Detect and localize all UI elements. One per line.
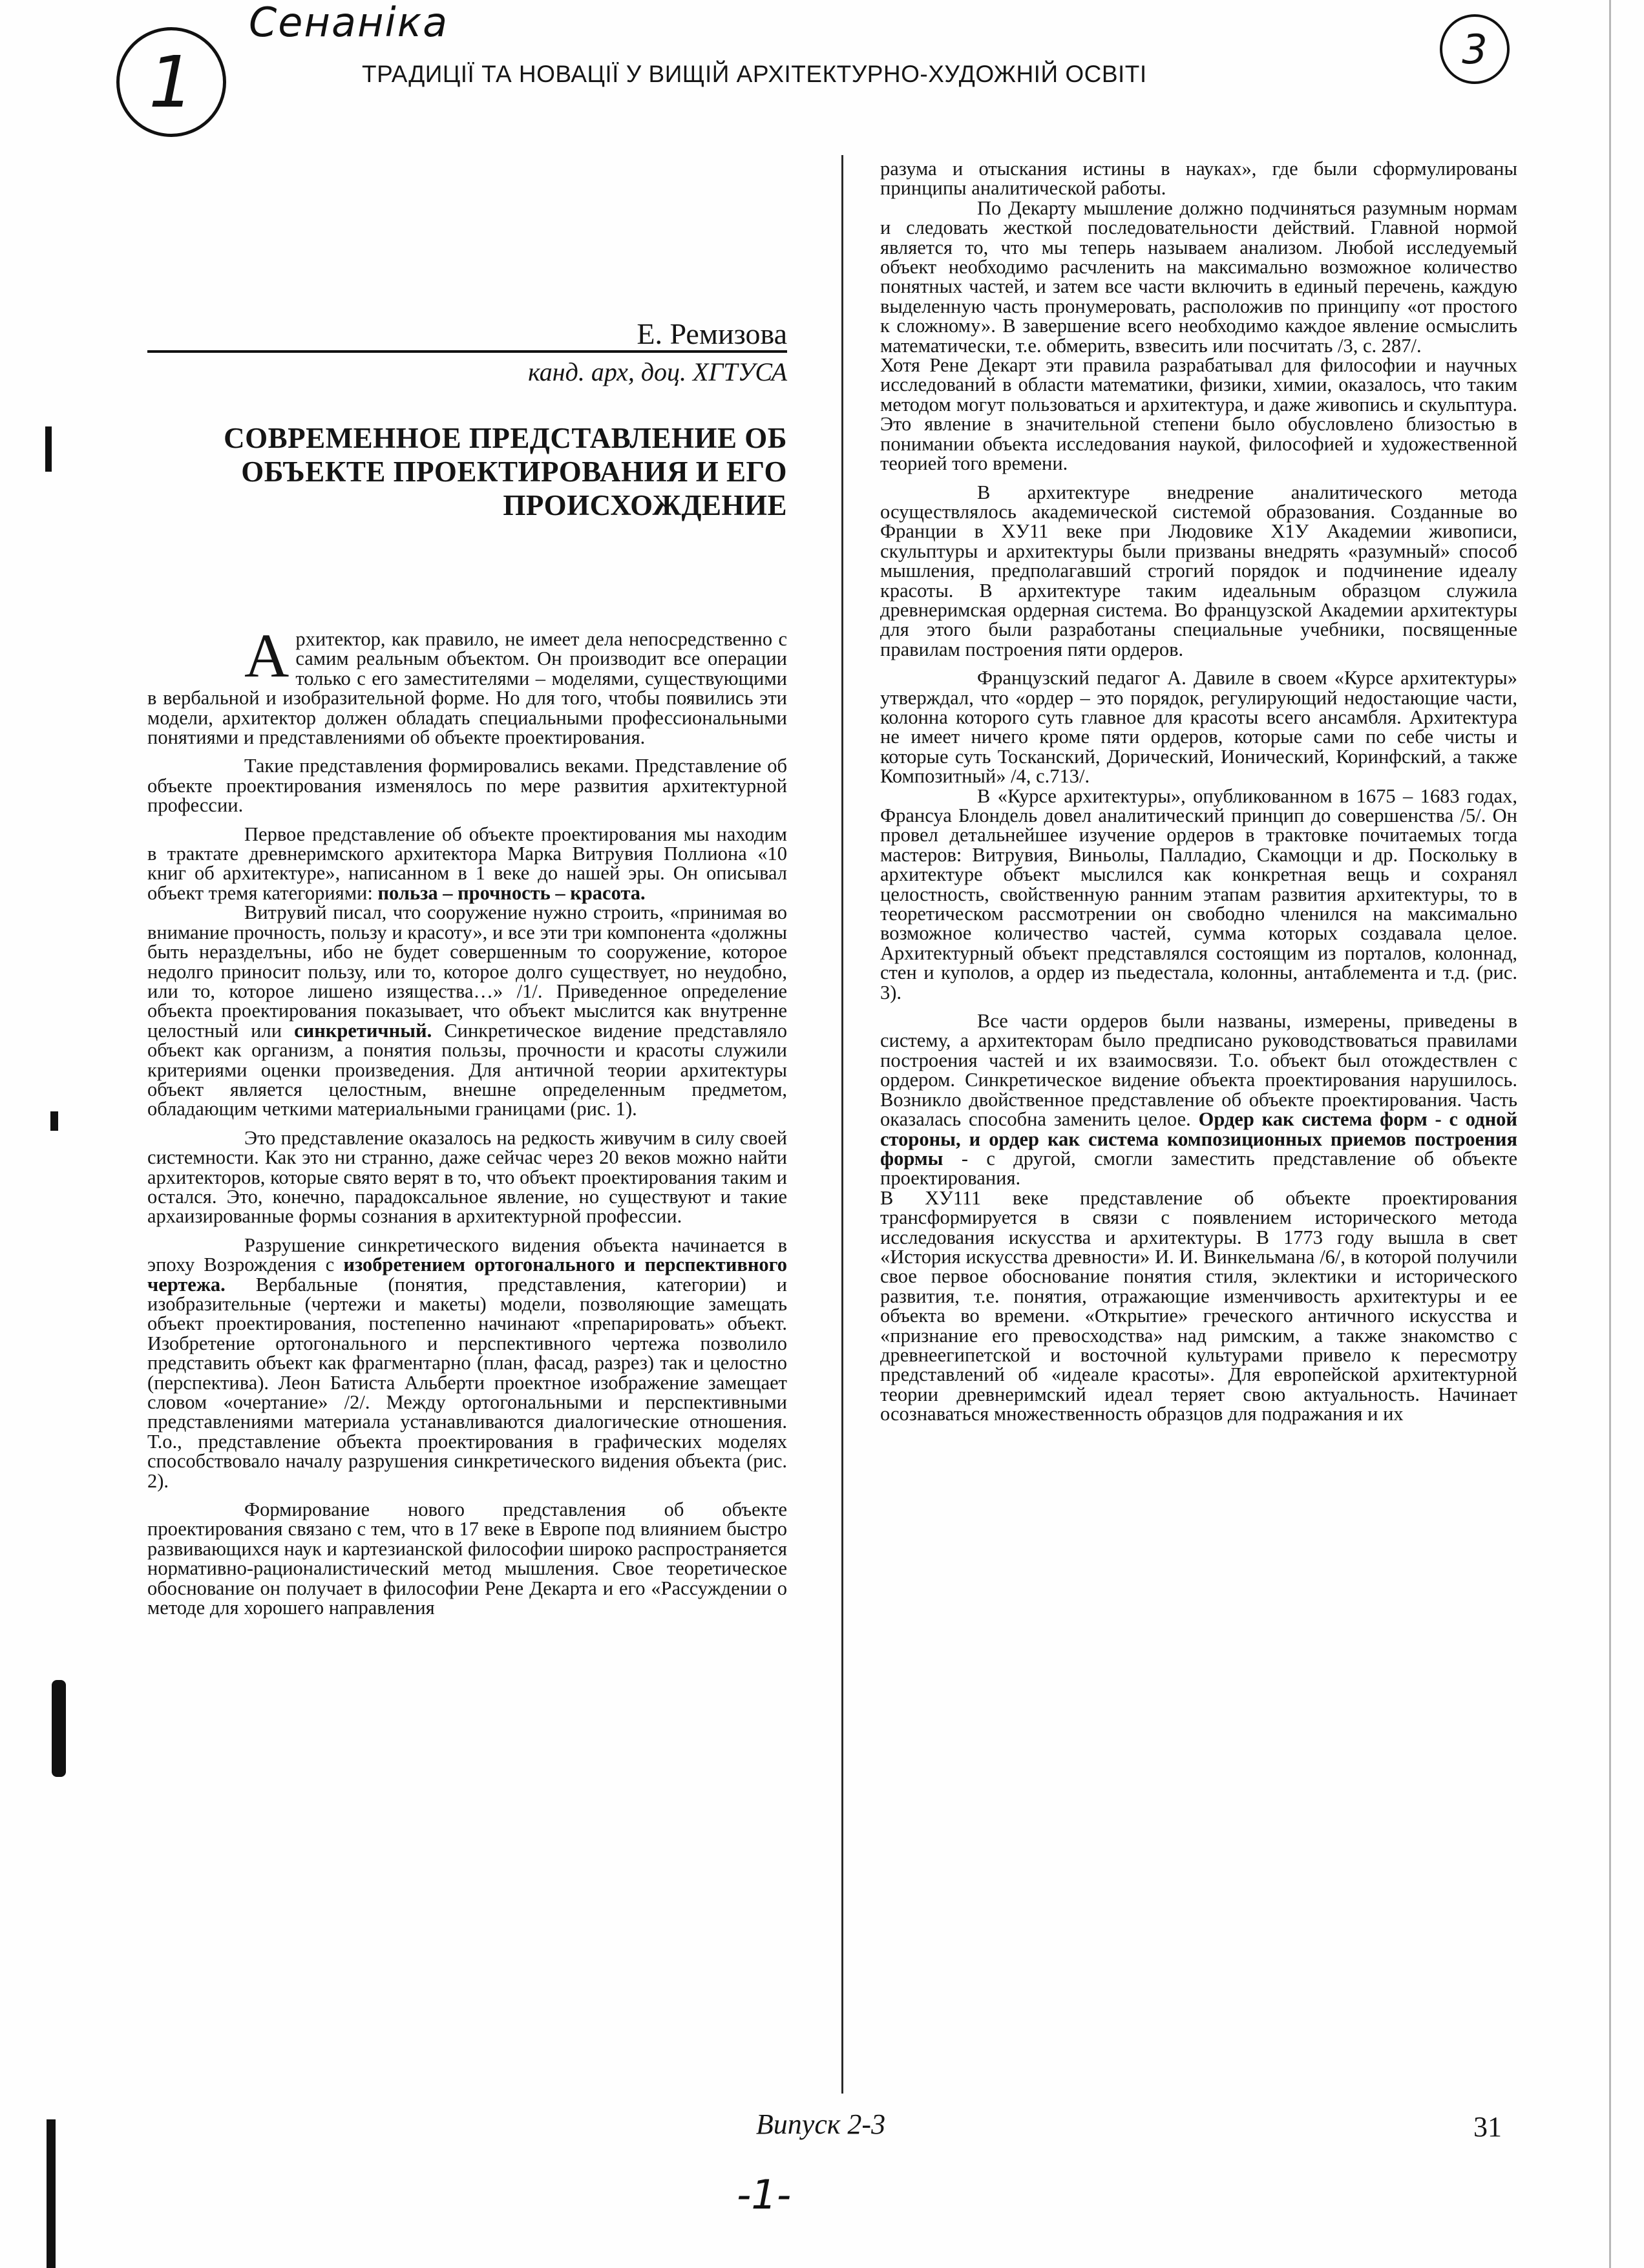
page-number: 31 [1473, 2111, 1502, 2143]
author-affiliation: канд. арх, доц. ХГТУСА [528, 357, 787, 386]
paragraph: Такие представления формировались веками. Представление об объекте проектирования изменялось по мере развития архитектурной профессии. [147, 755, 787, 817]
article-title: СОВРЕМЕННОЕ ПРЕДСТАВЛЕНИЕ ОБ ОБЪЕКТЕ ПРОЕКТИРОВАНИЯ И ЕГО ПРОИСХОЖДЕНИЕ [224, 422, 787, 521]
bold-term: изобретением ортогонального и перспективного чертежа. [147, 1254, 787, 1296]
paragraph-text: Синкретическое видение представляло объект как организм, а понятия пользы, прочности и красоты служили критериями оценки произведения. Для античной теории архитектуры объект является целостным, внешне определенным предметом, обладающим четкими материальными границами (рис. 1). [147, 1019, 787, 1120]
bold-term: Ордер как система форм - с одной стороны, и ордер как система композиционных приемов построения формы [880, 1108, 1517, 1170]
running-head: ТРАДИЦІЇ ТА НОВАЦІЇ У ВИЩІЙ АРХІТЕКТУРНО-ХУДОЖНІЙ ОСВІТІ [362, 61, 1147, 87]
paragraph-text: Первое представление об объекте проектирования мы находим в трактате древнеримского архитектора Марка Витрувия Поллиона «10 книг об архитектуре», написанном в 1 веке до нашей эры. Он описывал объект тремя категориями: [147, 823, 787, 904]
paragraph: разума и отыскания истины в науках», где были сформулированы принципы аналитической работы. [880, 158, 1517, 200]
scan-artifact [47, 2119, 56, 2268]
handwritten-annotation-bottom: -1- [737, 2171, 792, 2218]
paragraph-text: Вербальные (понятия, представления, категории) и изобразительные (чертежи и макеты) модели, позволяющие замещать объект проектирования, постепенно начинают «препарировать» объект. Изобретение ортогонального и перспективного чертежа позволило представить объект как фрагментарно (план, фасад, разрез) так и целостно (перспектива). Леон Батиста Альберти проектное изображение замещает словом «очертание» /2/. Между ортогональными и перспективными представлениями материала устанавливаются диалогические отношения. Т.о., представление объекта проектирования в графических моделях способствовало началу разрушения синкретического видения объекта (рис. 2). [147, 1273, 787, 1492]
paragraph: Формирование нового представления об объекте проектирования связано с тем, что в 17 веке в Европе под влиянием быстро развивающихся наук и картезианской философии широко распространяется нормативно-рационалистический метод мышления. Свое теоретическое обоснование он получает в философии Рене Декарта и его «Рассуждении о методе для хорошего направления [147, 1498, 787, 1619]
scan-artifact [45, 426, 52, 472]
circled-page-number-left: 1 [116, 27, 226, 137]
handwritten-annotation-top: Сенаніка [249, 0, 449, 46]
column-divider [841, 155, 843, 2094]
paragraph-text: Все части ордеров были названы, измерены, приведены в систему, а архитекторам было предписано руководствоваться правилами построения частей и их взаимосвязи. Т.о. объект был отождествлен с ордером. Синкретическое видение объекта проектирования нарушилось. Возникло двойственное представление об объекте проектирования. Часть оказалась способна заменить целое. [880, 1010, 1517, 1131]
scan-artifact [52, 1680, 66, 1777]
paragraph: Это представление оказалось на редкость живучим в силу своей системности. Как это ни странно, даже сейчас через 20 веков можно найти архитекторов, которые свято верят в то, что объект проектирования таким и остался. Это, конечно, парадоксальное явление, но существуют и такие архаизированные формы сознания в архитектурной профессии. [147, 1126, 787, 1228]
right-column [880, 159, 1517, 1424]
paragraph [880, 1011, 1517, 1188]
page-edge [1609, 0, 1611, 2268]
bold-term: польза – прочность – красота. [377, 881, 646, 904]
paragraph [147, 824, 787, 903]
circled-page-number-right: 3 [1440, 14, 1510, 84]
paragraph-text: - с другой, смогли заместить представление об объекте проектирования. [880, 1147, 1517, 1190]
bold-term: синкретичный. [294, 1019, 432, 1042]
paragraph: Французский педагог А. Давиле в своем «Курсе архитектуры» утверждал, что «ордер – это порядок, регулирующий недостающие части, колонна которого суть главное для красоты всего ансамбля. Архитектура не имеет ничего кроме пяти ордеров, которые сами по себе чисты и которые суть Тосканский, Дорический, Ионический, Коринфский, а также Композитный» /4, с.713/. [880, 667, 1517, 788]
author-name: Е. Ремизова [637, 317, 787, 350]
issue-label: Випуск 2-3 [755, 2108, 886, 2140]
paragraph-text: рхитектор, как правило, не имеет дела непосредственно с самим реальным объектом. Он производит все операции только с его заместителями – моделями, существующими в вербальной и изобразительной форме. Но для того, чтобы появились эти модели, архитектор должен обладать специальными профессиональными понятиями и представлениями об объекте проектирования. [147, 628, 787, 749]
paragraph: Хотя Рене Декарт эти правила разрабатывал для философии и научных исследований в области математики, физики, химии, оказалось, что таким методом могут пользоваться и архитектура, и даже живопись и скульптура. Это явление в значительной степени было обусловлено близостью в понимании объекта исследования наукой, философией и художественной теорией того времени. [880, 354, 1517, 475]
paragraph: По Декарту мышление должно подчиняться разумным нормам и следовать жесткой последовательности действий. Главной нормой является то, что мы теперь называем анализом. Любой исследуемый объект необходимо расчленить на максимально возможное количество понятных частей, и затем все части включить в единый перечень, каждую выделенную часть пронумеровать, расположив по принципу «от простого к сложному». В завершение всего необходимо каждое явление осмыслить математически, т.е. обмерить, взвесить или посчитать /3, с. 287/. [880, 196, 1517, 357]
paragraph: В ХУ111 веке представление об объекте проектирования трансформируется в связи с появлением исторического метода исследования искусства и архитектуры. В 1773 году вышла в свет «История искусства древности» И. И. Винкельмана /6/, в которой получили свое первое обоснование понятия стиля, эклектики и исторического развития, т.е. понятия, отражающие изменчивость архитектуры и ее объекта во времени. «Открытие» греческого античного искусства и «признание его превосходства» над римским, а также знакомство с древнеегипетской и восточной культурами привело к пересмотру представлений об «идеале красоты». Для европейской архитектурной теории древнеримский идеал теряет свою актуальность. Начинает осознаваться множественность образцов для подражания и их [880, 1186, 1517, 1425]
paragraph-text: Разрушение синкретического видения объекта начинается в эпоху Возрождения с [147, 1234, 787, 1276]
paragraph-text: Витрувий писал, что сооружение нужно строить, «принимая во внимание прочность, пользу и красоту», и все эти три компонента «должны быть неразделъны, ибо не будет совершенным то сооружение, которое недолго приносит пользу, или то, которое долго существует, но неудобно, или то, которое лишено изящества…» /1/. Приведенное определение объекта проектирования показывает, что объект мыслится как внутренне целостный или [147, 901, 787, 1042]
left-column [147, 621, 787, 1619]
scan-artifact [50, 1111, 58, 1131]
paragraph: В архитектуре внедрение аналитического метода осуществлялось академической системой образования. Созданные во Франции в ХУ11 веке при Людовике Х1У Академии живописи, скульптуры и архитектуры были призваны внедрять «разумный» способ мышления, предполагавший строгий порядок и подчинение идеалу красоты. В архитектуре таким идеальным образцом служила древнеримская ордерная система. Во французской Академии архитектуры для этого были разработаны специальные учебники, посвященные правилам построения пяти ордеров. [880, 481, 1517, 660]
paragraph [147, 1235, 787, 1491]
paragraph [147, 621, 787, 749]
paragraph [147, 903, 787, 1118]
paragraph: В «Курсе архитектуры», опубликованном в 1675 – 1683 годах, Франсуа Блондель довел аналитический принцип до совершенства /5/. Он провел детальнейшее изучение ордеров в трактовке почитаемых тогда мастеров: Витрувия, Виньолы, Палладио, Скамоцци и др. Поскольку в архитектуре объект мыслился как конкретная вещь и сохранял целостность, свойственную ранним этапам развития архитектуры, то в теоретическом рассмотрении он свободно членился на максимально возможное количество частей, сумма которых создавала целое. Архитектурный объект представлялся состоящим из порталов, колоннад, стен и куполов, а ордер из пьедестала, колонны, антаблемента и т.д. (рис. 3). [880, 784, 1517, 1003]
drop-cap: А [244, 621, 290, 690]
author-rule [147, 350, 787, 353]
